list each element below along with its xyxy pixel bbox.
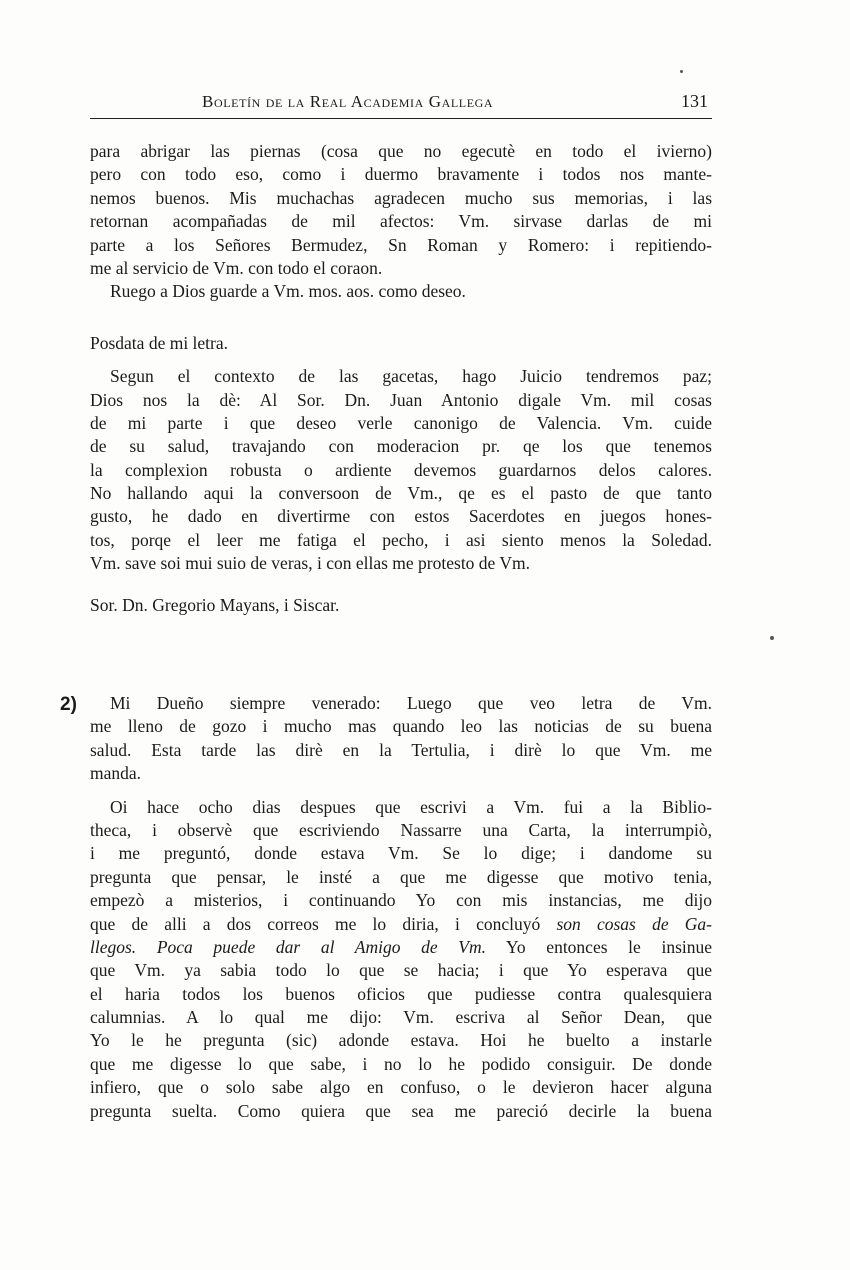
text-line: Dios nos la dè: Al Sor. Dn. Juan Antonio digale Vm. mil cosas — [90, 389, 712, 410]
text-run: que de alli a dos correos me lo diria, i concluyó — [90, 913, 541, 934]
page-number: 131 — [681, 91, 708, 111]
letter-number: 2) — [60, 694, 77, 715]
text-line: para abrigar las piernas (cosa que no egecutè en todo el ivierno) — [90, 141, 712, 161]
text-line: tos, porqe el leer me fatiga el pecho, i asi siento menos la Soledad. — [90, 529, 712, 550]
text-line: No hallando aqui la conversoon de Vm., qe es el pasto de que tanto — [90, 483, 712, 504]
text-run: Yo entonces le insinue — [506, 936, 713, 957]
text-line: theca, i observè que escriviendo Nassarre una Carta, la interrumpiò, — [90, 819, 712, 840]
text-line: empezò a misterios, i continuando Yo con mis instancias, me dijo — [90, 890, 712, 911]
italic-quote: llegos. Poca puede dar al Amigo de Vm. — [90, 936, 486, 957]
text-line: infiero, que o solo sabe algo en confuso, o le devieron hacer alguna — [90, 1077, 712, 1098]
text-line: nemos buenos. Mis muchachas agradecen mucho sus memorias, i las — [90, 187, 712, 208]
text-line: que me digesse lo que sabe, i no lo he podido consiguir. De donde — [90, 1053, 712, 1074]
text-line: i me preguntó, donde estava Vm. Se lo dige; i dandome su — [90, 843, 712, 864]
text-line: Yo le he pregunta (sic) adonde estava. Hoi he buelto a instarle — [90, 1030, 712, 1051]
text-line: el haria todos los buenos oficios que pudiesse contra qualesquiera — [90, 983, 712, 1004]
ink-speck — [770, 636, 774, 640]
text-line: Mi Dueño siempre venerado: Luego que veo letra de Vm. — [110, 693, 712, 713]
running-header — [90, 90, 712, 119]
postscript-heading: Posdata de mi letra. — [90, 332, 229, 353]
text-line-with-italic — [90, 913, 712, 936]
text-line: pregunta que pensar, le insté a que me digesse que motivo tenia, — [90, 866, 712, 887]
text-line: Segun el contexto de las gacetas, hago Juicio tendremos paz; — [110, 366, 712, 387]
closing-line: Ruego a Dios guarde a Vm. mos. aos. como deseo. — [110, 281, 466, 302]
text-line: de su salud, travajando con moderacion pr. qe los que tenemos — [90, 436, 712, 457]
text-line: de mi parte i que deseo verle canonigo de Valencia. Vm. cuide — [90, 412, 712, 433]
text-line: retornan acompañadas de mil afectos: Vm. sirvase darlas de mi — [90, 211, 712, 232]
text-line: que Vm. ya sabia todo lo que se hacia; i que Yo esperava que — [90, 960, 712, 981]
text-line: me al servicio de Vm. con todo el coraon. — [90, 257, 383, 278]
letter-2 — [90, 692, 712, 1123]
text-line: salud. Esta tarde las dirè en la Tertulia, i dirè lo que Vm. me — [90, 739, 712, 760]
text-line: pero con todo eso, como i duermo bravamente i todos nos mante- — [90, 164, 712, 185]
journal-title: Boletín de la Real Academia Gallega — [202, 92, 494, 111]
text-line: gusto, he dado en divertirme con estos Sacerdotes en juegos hones- — [90, 506, 712, 527]
text-line: Vm. save soi mui suio de veras, i con ellas me protesto de Vm. — [90, 553, 531, 574]
addressee-line: Sor. Dn. Gregorio Mayans, i Siscar. — [90, 594, 340, 615]
text-line: parte a los Señores Bermudez, Sn Roman y Romero: i repitiendo- — [90, 234, 712, 255]
text-line-with-italic — [90, 936, 712, 959]
text-line: Oi hace ocho dias despues que escrivi a Vm. fui a la Biblio- — [110, 796, 712, 817]
text-line: calumnias. A lo qual me dijo: Vm. escriva al Señor Dean, que — [90, 1007, 712, 1028]
text-line: manda. — [90, 763, 142, 784]
text-line: me lleno de gozo i mucho mas quando leo las noticias de su buena — [90, 716, 712, 737]
text-line: pregunta suelta. Como quiera que sea me pareció decirle la buena — [90, 1100, 712, 1121]
italic-quote: son cosas de Ga- — [556, 913, 713, 934]
text-line: la complexion robusta o ardiente devemos guardarnos delos calores. — [90, 459, 712, 480]
letter-1 — [90, 140, 712, 617]
ink-speck — [680, 70, 683, 73]
